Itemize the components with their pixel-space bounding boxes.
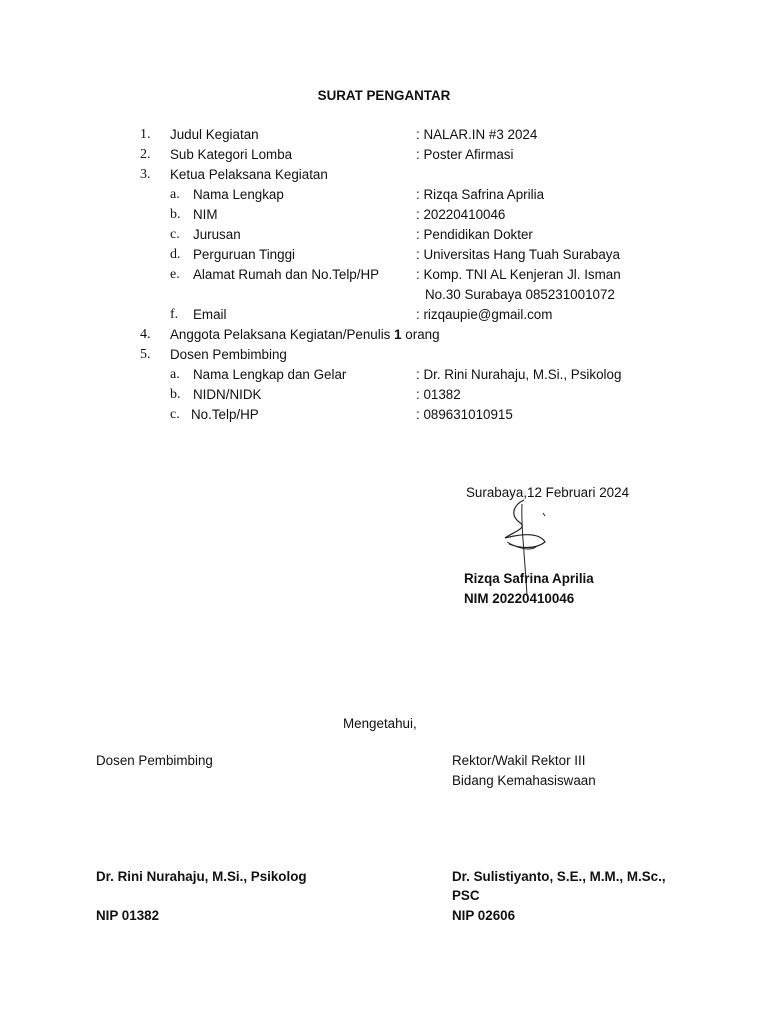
subitem-label: NIM: [193, 207, 218, 222]
subitem-letter: e.: [170, 267, 180, 282]
subitem-label: Perguruan Tinggi: [193, 247, 295, 262]
subitem-value: : 01382: [416, 387, 461, 402]
item-value: : Poster Afirmasi: [416, 147, 514, 162]
subitem-letter: c.: [170, 227, 180, 242]
left-name: Dr. Rini Nurahaju, M.Si., Psikolog: [96, 869, 307, 884]
left-nip: NIP 01382: [96, 908, 160, 923]
item-label: Dosen Pembimbing: [170, 347, 287, 362]
member-count: 1: [394, 327, 402, 342]
subitem-label: No.Telp/HP: [191, 407, 259, 422]
item-value: : NALAR.IN #3 2024: [416, 127, 538, 142]
subitem-letter: d.: [170, 247, 181, 262]
subitem-value: : Komp. TNI AL Kenjeran Jl. Isman: [416, 267, 621, 282]
subitem-value: : Pendidikan Dokter: [416, 227, 533, 242]
item-label-text: Anggota Pelaksana Kegiatan/Penulis: [170, 327, 391, 342]
subitem-label: Alamat Rumah dan No.Telp/HP: [193, 267, 380, 282]
subitem-label: Nama Lengkap dan Gelar: [193, 367, 347, 382]
subitem-value: : Rizqa Safrina Aprilia: [416, 187, 545, 202]
member-unit: orang: [405, 327, 440, 342]
subitem-letter: b.: [170, 387, 181, 402]
subitem-label: NIDN/NIDK: [193, 387, 262, 402]
subitem-label: Nama Lengkap: [193, 187, 284, 202]
right-name-line1: Dr. Sulistiyanto, S.E., M.M., M.Sc.,: [452, 869, 666, 884]
right-name-line2: PSC: [452, 888, 480, 903]
subitem-letter: a.: [170, 367, 180, 382]
subitem-label: Email: [193, 307, 227, 322]
subitem-value: : 089631010915: [416, 407, 513, 422]
right-nip: NIP 02606: [452, 908, 516, 923]
page-title: SURAT PENGANTAR: [317, 88, 451, 103]
left-role: Dosen Pembimbing: [96, 753, 213, 768]
item-label: [170, 327, 440, 343]
item-number: 2.: [140, 147, 151, 162]
item-number: 1.: [140, 127, 151, 142]
item-label: Ketua Pelaksana Kegiatan: [170, 167, 328, 182]
subitem-letter: b.: [170, 207, 181, 222]
item-label: Judul Kegiatan: [170, 127, 259, 142]
item-number: 3.: [140, 167, 151, 182]
subitem-letter: a.: [170, 187, 180, 202]
subitem-value-continued: No.30 Surabaya 085231001072: [425, 287, 615, 302]
subitem-value: : Universitas Hang Tuah Surabaya: [416, 247, 620, 262]
item-label: Sub Kategori Lomba: [170, 147, 293, 162]
subitem-label: Jurusan: [193, 227, 241, 242]
signer-nim: NIM 20220410046: [464, 591, 575, 606]
place-date: Surabaya,12 Februari 2024: [466, 485, 630, 500]
item-number: 5.: [140, 347, 151, 362]
subitem-value: : rizqaupie@gmail.com: [416, 307, 553, 322]
right-role-line2: Bidang Kemahasiswaan: [452, 773, 596, 788]
acknowledge-label: Mengetahui,: [343, 716, 417, 731]
subitem-value: : Dr. Rini Nurahaju, M.Si., Psikolog: [416, 367, 622, 382]
signer-name: Rizqa Safrina Aprilia: [464, 571, 594, 586]
subitem-value: : 20220410046: [416, 207, 506, 222]
subitem-letter: c.: [170, 407, 180, 422]
item-number: 4.: [140, 327, 151, 342]
right-role-line1: Rektor/Wakil Rektor III: [452, 753, 586, 768]
subitem-letter: f.: [170, 307, 179, 322]
